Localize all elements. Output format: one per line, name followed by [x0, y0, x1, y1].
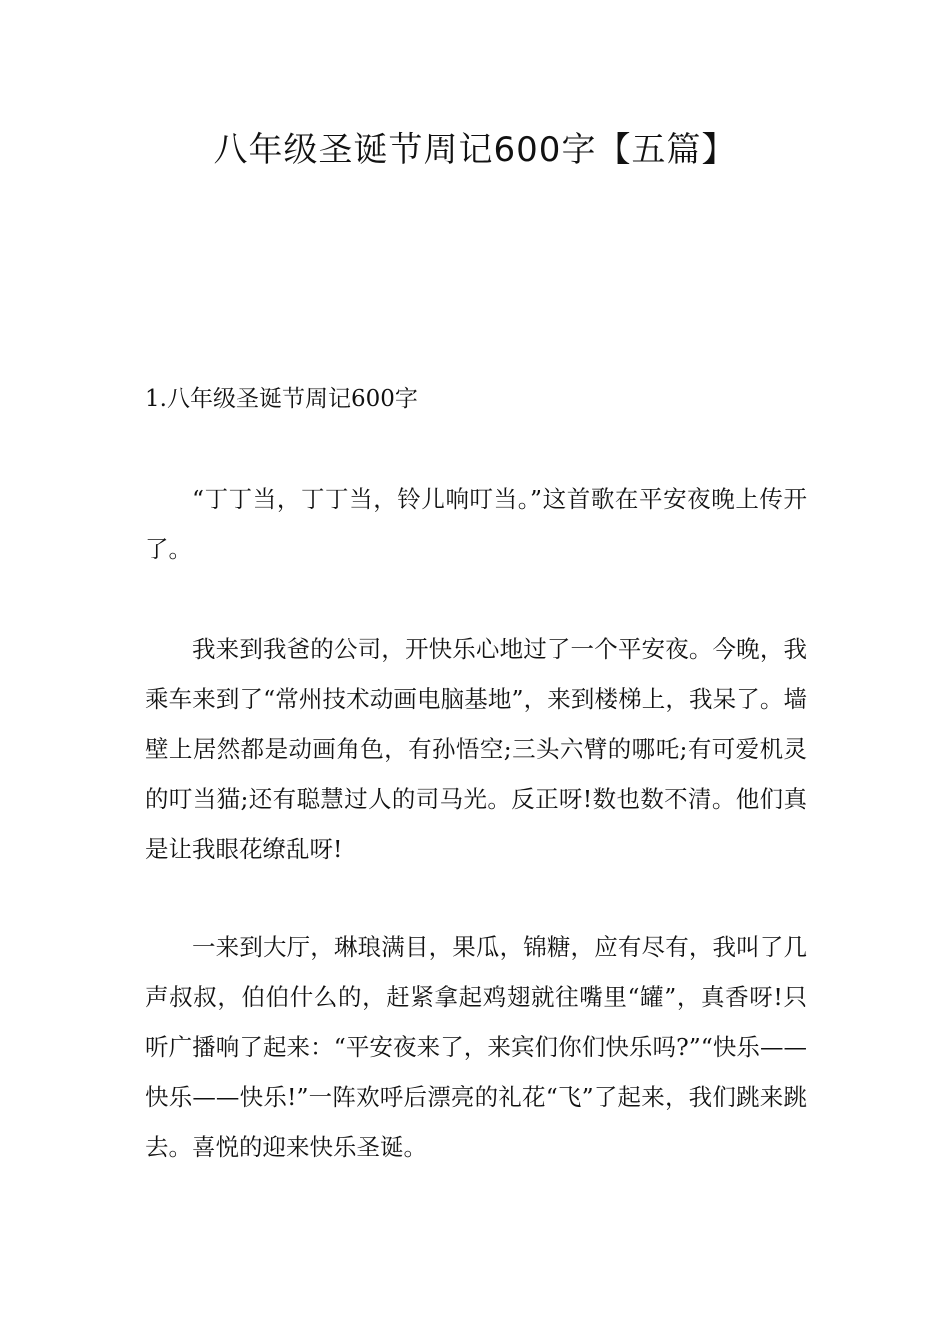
paragraph: “丁丁当，丁丁当，铃儿响叮当。”这首歌在平安夜晚上传开了。 [145, 485, 807, 563]
section-heading: 1.八年级圣诞节周记600字 [145, 386, 418, 412]
paragraph: 我来到我爸的公司，开快乐心地过了一个平安夜。今晚，我乘车来到了“常州技术动画电脑基地”，来到楼梯上，我呆了。墙壁上居然都是动画角色，有孙悟空;三头六臂的哪吒;有可爱机灵的叮当猫;还有聪慧过人的司马光。反正呀!数也数不清。他们真是让我眼花缭乱呀! [145, 635, 807, 863]
paragraph: 一来到大厅，琳琅满目，果瓜，锦糖，应有尽有，我叫了几声叔叔，伯伯什么的，赶紧拿起鸡翅就往嘴里“罐”，真香呀!只听广播响了起来：“平安夜来了，来宾们你们快乐吗?”“快乐——快乐——快乐!”一阵欢呼后漂亮的礼花“飞”了起来，我们跳来跳去。喜悦的迎来快乐圣诞。 [145, 933, 807, 1161]
document-title: 八年级圣诞节周记600字【五篇】 [213, 130, 737, 170]
